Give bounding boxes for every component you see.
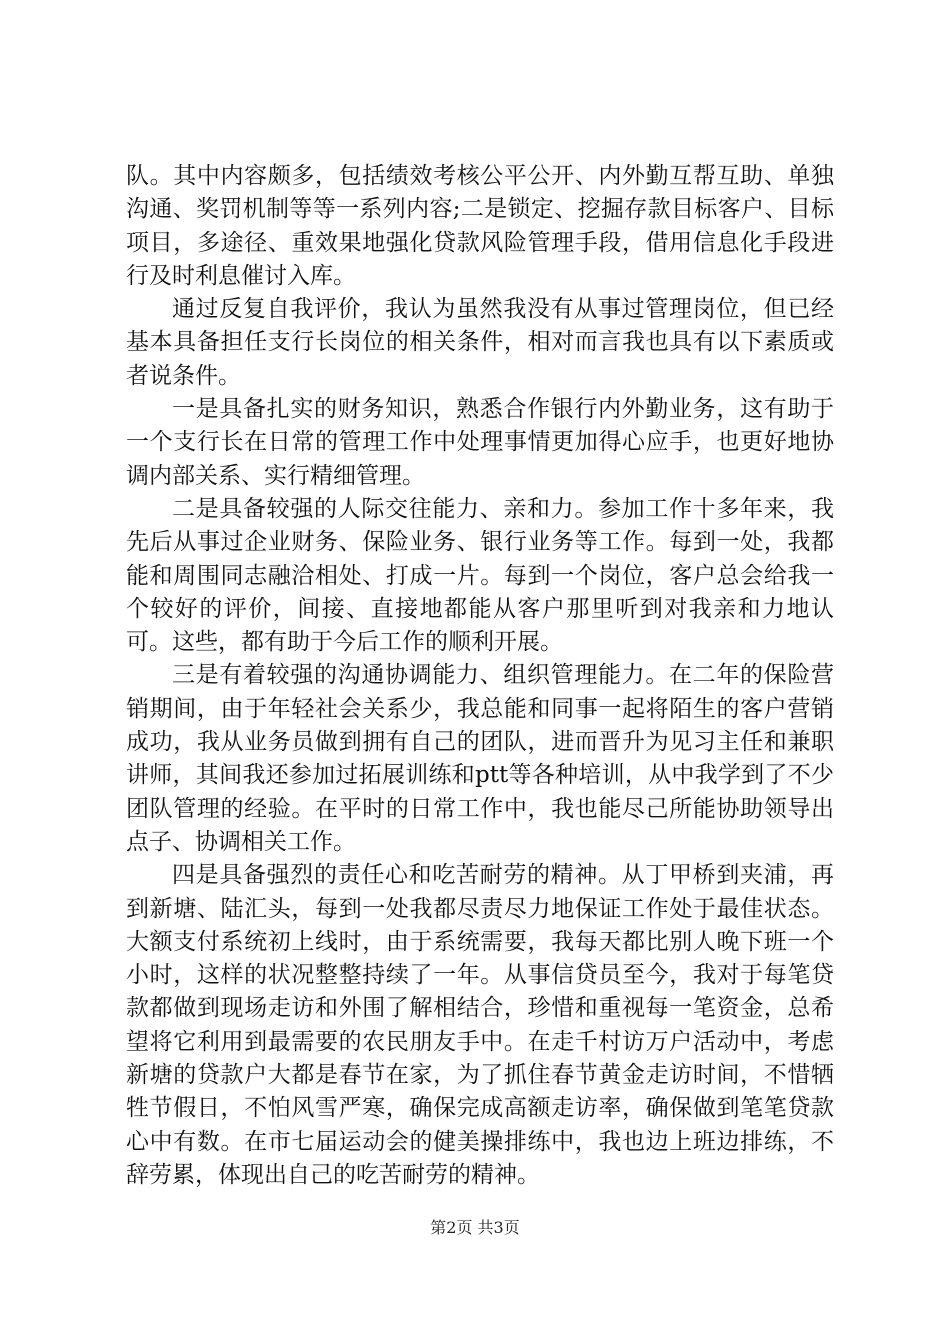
document-body [126,160,834,1192]
paragraph-point-four: 四是具备强烈的责任心和吃苦耐劳的精神。从丁甲桥到夹浦，再到新塘、陆汇头，每到一处我都尽责尽力地保证工作处于最佳状态。大额支付系统初上线时，由于系统需要，我每天都比别人晚下班一个小时，这样的状况整整持续了一年。从事信贷员至今，我对于每笔贷款都做到现场走访和外围了解相结合，珍惜和重视每一笔资金，总希望将它利用到最需要的农民朋友手中。在走千村访万户活动中，考虑新塘的贷款户大都是春节在家，为了抓住春节黄金走访时间，不惜牺牲节假日，不怕风雪严寒，确保完成高额走访率，确保做到笔笔贷款心中有数。在市七届运动会的健美操排练中，我也边上班边排练，不辞劳累，体现出自己的吃苦耐劳的精神。 [126,862,834,1188]
paragraph-point-two: 二是具备较强的人际交往能力、亲和力。参加工作十多年来，我先后从事过企业财务、保险业务、银行业务等工作。每到一处，我都能和周围同志融洽相处、打成一片。每到一个岗位，客户总会给我一个较好的评价，间接、直接地都能从客户那里听到对我亲和力地认可。这些，都有助于今后工作的顺利开展。 [126,495,834,656]
paragraph-point-three: 三是有着较强的沟通协调能力、组织管理能力。在二年的保险营销期间，由于年轻社会关系少，我总能和同事一起将陌生的客户营销成功，我从业务员做到拥有自己的团队，进而晋升为见习主任和兼职讲师，其间我还参加过拓展训练和ptt等各种培训，从中我学到了不少团队管理的经验。在平时的日常工作中，我也能尽己所能协助领导出点子、协调相关工作。 [126,662,834,855]
paragraph-self-evaluation: 通过反复自我评价，我认为虽然我没有从事过管理岗位，但已经基本具备担任支行长岗位的相关条件，相对而言我也具有以下素质或者说条件。 [126,296,834,389]
paragraph-point-one: 一是具备扎实的财务知识，熟悉合作银行内外勤业务，这有助于一个支行长在日常的管理工作中处理事情更加得心应手，也更好地协调内部关系、实行精细管理。 [126,396,834,489]
page-number-footer: 第2页 共3页 [430,1218,520,1237]
paragraph-continuation: 队。其中内容颇多，包括绩效考核公平公开、内外勤互帮互助、单独沟通、奖罚机制等等一系列内容;二是锁定、挖掘存款目标客户、目标项目，多途径、重效果地强化贷款风险管理手段，借用信息化手段进行及时利息催讨入库。 [126,163,834,289]
